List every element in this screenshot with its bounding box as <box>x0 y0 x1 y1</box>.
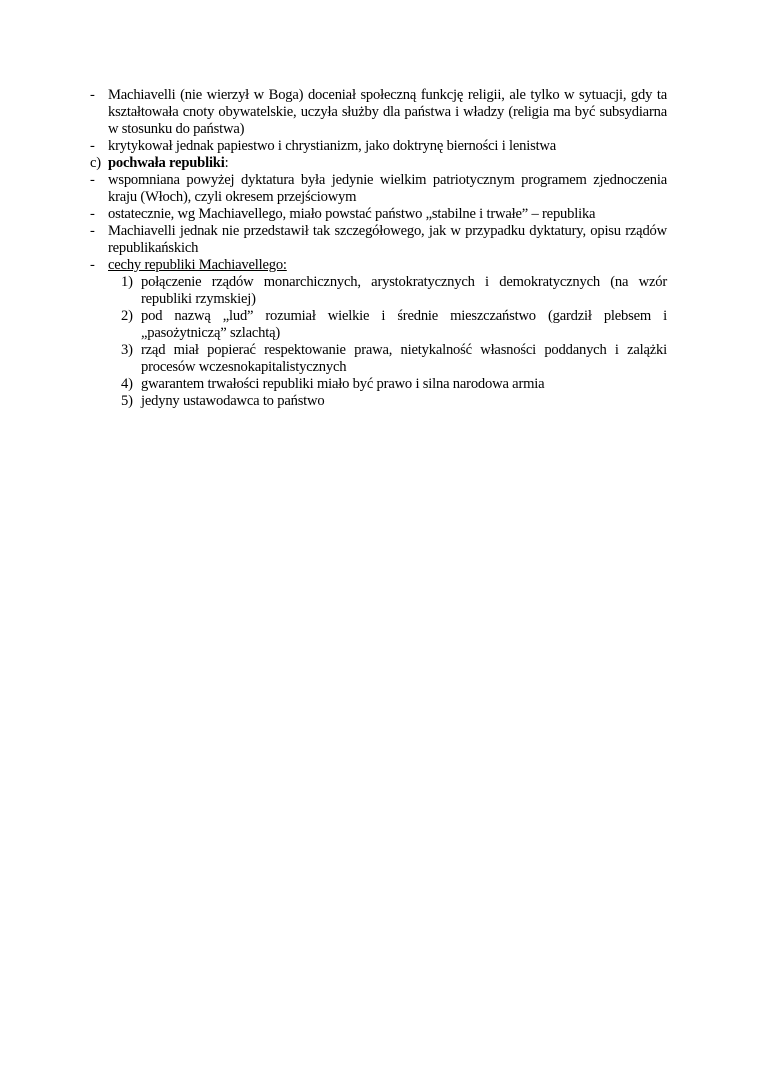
item-text: pod nazwą „lud” rozumiał wielkie i średnie mieszczaństwo (gardził plebsem i „pasożytniczą” szlachtą) <box>141 308 667 341</box>
number-marker: 1) <box>121 274 133 290</box>
numbered-item <box>121 342 667 376</box>
section-heading-suffix: : <box>224 155 229 171</box>
section-marker: c) <box>90 155 101 171</box>
item-text: ostatecznie, wg Machiavellego, miało powstać państwo „stabilne i trwałe” – republika <box>108 206 596 222</box>
number-marker: 2) <box>121 308 133 324</box>
numbered-item <box>121 308 667 342</box>
bullet-item <box>90 223 667 257</box>
bullet-item <box>90 138 667 155</box>
section-item-c <box>90 155 667 172</box>
item-text: wspomniana powyżej dyktatura była jedynie wielkim patriotycznym programem zjednoczenia kraju (Włoch), czyli okresem przejściowym <box>108 172 667 205</box>
bullet-item <box>90 172 667 206</box>
number-marker: 5) <box>121 393 133 409</box>
text-content <box>90 87 667 410</box>
bullet-item <box>90 87 667 138</box>
numbered-item <box>121 393 667 410</box>
bullet-marker: - <box>90 206 95 222</box>
bullet-marker: - <box>90 172 95 188</box>
numbered-item <box>121 376 667 393</box>
item-text: połączenie rządów monarchicznych, arystokratycznych i demokratycznych (na wzór republiki rzymskiej) <box>141 274 667 307</box>
item-text: rząd miał popierać respektowanie prawa, nietykalność własności poddanych i zalążki procesów wczesnokapitalistycznych <box>141 342 667 375</box>
item-text: krytykował jednak papiestwo i chrystianizm, jako doktrynę bierności i lenistwa <box>108 138 557 154</box>
number-marker: 3) <box>121 342 133 358</box>
bullet-item-underlined <box>90 257 667 274</box>
bullet-marker: - <box>90 87 95 103</box>
bullet-marker: - <box>90 138 95 154</box>
section-heading-bold: pochwała republiki <box>108 155 225 171</box>
item-text: Machiavelli (nie wierzył w Boga) doceniał społeczną funkcję religii, ale tylko w sytuacji, gdy ta kształtowała cnoty obywatelskie, uczyła służby dla państwa i władzy (religia ma być subsydiarna w stosunku do państwa) <box>108 87 667 137</box>
bullet-marker: - <box>90 257 95 273</box>
item-text <box>108 257 667 274</box>
section-heading <box>108 155 667 172</box>
bullet-marker: - <box>90 223 95 239</box>
item-text: gwarantem trwałości republiki miało być prawo i silna narodowa armia <box>141 376 545 392</box>
numbered-item <box>121 274 667 308</box>
item-text: Machiavelli jednak nie przedstawił tak szczegółowego, jak w przypadku dyktatury, opisu rządów republikańskich <box>108 223 667 256</box>
number-marker: 4) <box>121 376 133 392</box>
underlined-label: cechy republiki Machiavellego: <box>108 257 287 273</box>
bullet-item <box>90 206 667 223</box>
item-text: jedyny ustawodawca to państwo <box>141 393 325 409</box>
